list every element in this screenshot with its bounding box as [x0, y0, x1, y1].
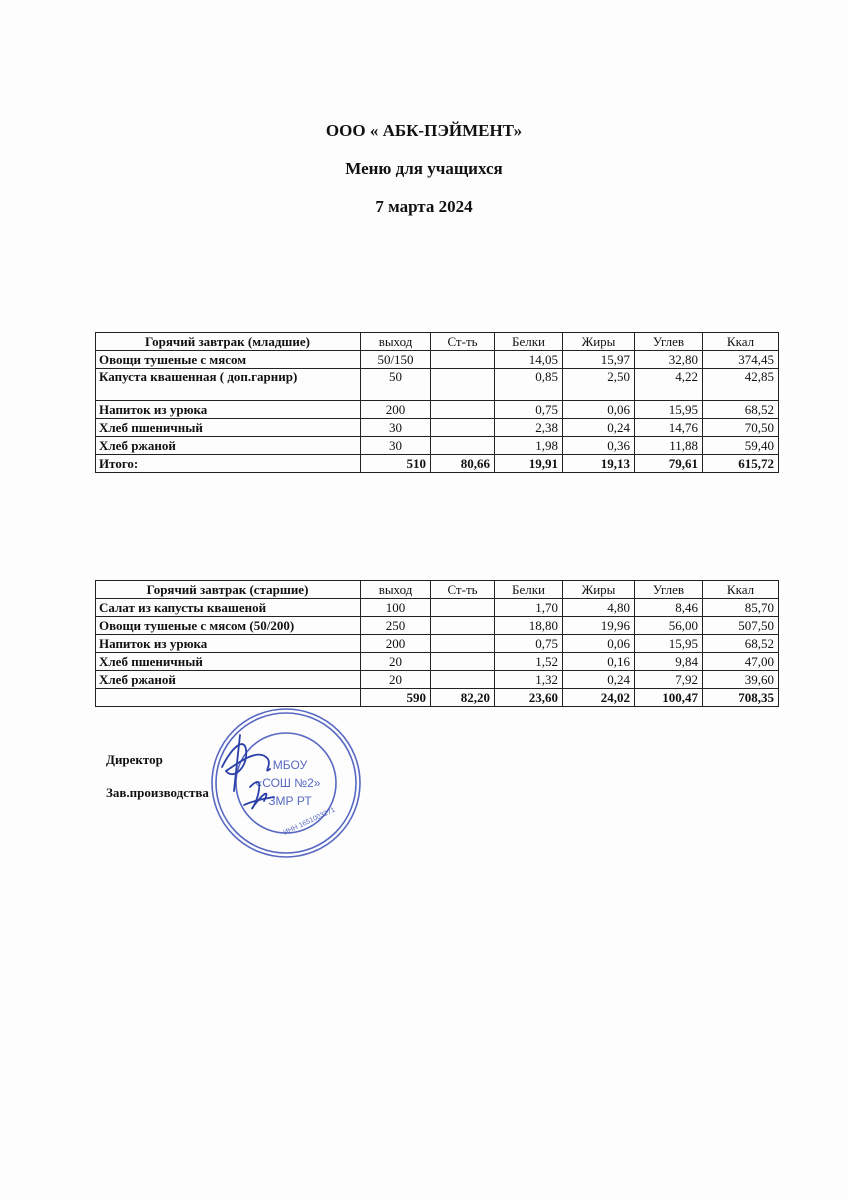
total-carbs: 100,47 [635, 689, 703, 707]
dish-name: Капуста квашенная ( доп.гарнир) [96, 369, 361, 401]
document-title: Меню для учащихся [345, 159, 503, 178]
total-kcal: 708,35 [703, 689, 779, 707]
proteins: 1,70 [495, 599, 563, 617]
table-header-row [96, 333, 779, 351]
fats: 0,06 [563, 401, 635, 419]
stamp-line3: ЗМР РТ [268, 794, 312, 808]
column-header: Жиры [563, 333, 635, 351]
price [431, 671, 495, 689]
kcal: 374,45 [703, 351, 779, 369]
price [431, 617, 495, 635]
portion: 100 [361, 599, 431, 617]
total-proteins: 19,91 [495, 455, 563, 473]
table-row [96, 437, 779, 455]
total-carbs: 79,61 [635, 455, 703, 473]
column-header: Ккал [703, 333, 779, 351]
stamp-inn: ИНН 1651003271 [282, 806, 337, 837]
carbs: 7,92 [635, 671, 703, 689]
kcal: 59,40 [703, 437, 779, 455]
kcal: 68,52 [703, 635, 779, 653]
carbs: 9,84 [635, 653, 703, 671]
dish-name: Хлеб пшеничный [96, 419, 361, 437]
price [431, 369, 495, 401]
menu-table-senior [95, 580, 779, 707]
fats: 15,97 [563, 351, 635, 369]
proteins: 14,05 [495, 351, 563, 369]
fats: 0,24 [563, 419, 635, 437]
total-portion: 590 [361, 689, 431, 707]
proteins: 1,52 [495, 653, 563, 671]
portion: 20 [361, 671, 431, 689]
dish-name: Хлеб ржаной [96, 437, 361, 455]
total-label: Итого: [96, 455, 361, 473]
kcal: 85,70 [703, 599, 779, 617]
fats: 19,96 [563, 617, 635, 635]
total-portion: 510 [361, 455, 431, 473]
table-row [96, 419, 779, 437]
total-price: 82,20 [431, 689, 495, 707]
table-row [96, 671, 779, 689]
menu-table-junior [95, 332, 779, 473]
kcal: 39,60 [703, 671, 779, 689]
table-row [96, 599, 779, 617]
price [431, 437, 495, 455]
table-row [96, 653, 779, 671]
column-header: Ст-ть [431, 333, 495, 351]
kcal: 68,52 [703, 401, 779, 419]
dish-name: Напиток из урюка [96, 401, 361, 419]
column-header: Горячий завтрак (старшие) [96, 581, 361, 599]
carbs: 4,22 [635, 369, 703, 401]
column-header: выход [361, 581, 431, 599]
fats: 0,16 [563, 653, 635, 671]
dish-name: Напиток из урюка [96, 635, 361, 653]
portion: 50/150 [361, 351, 431, 369]
official-stamp [204, 705, 364, 865]
kcal: 70,50 [703, 419, 779, 437]
total-kcal: 615,72 [703, 455, 779, 473]
column-header: Горячий завтрак (младшие) [96, 333, 361, 351]
table-header-row [96, 581, 779, 599]
column-header: Углев [635, 333, 703, 351]
dish-name: Хлеб ржаной [96, 671, 361, 689]
organization-name: ООО « АБК-ПЭЙМЕНТ» [325, 121, 523, 140]
price [431, 653, 495, 671]
proteins: 0,75 [495, 401, 563, 419]
total-label [96, 689, 361, 707]
portion: 200 [361, 635, 431, 653]
column-header: выход [361, 333, 431, 351]
proteins: 0,75 [495, 635, 563, 653]
total-price: 80,66 [431, 455, 495, 473]
price [431, 401, 495, 419]
carbs: 56,00 [635, 617, 703, 635]
table-total-row [96, 689, 779, 707]
fats: 0,06 [563, 635, 635, 653]
carbs: 11,88 [635, 437, 703, 455]
column-header: Углев [635, 581, 703, 599]
stamp-line2: «СОШ №2» [255, 776, 321, 790]
fats: 2,50 [563, 369, 635, 401]
carbs: 14,76 [635, 419, 703, 437]
dish-name: Хлеб пшеничный [96, 653, 361, 671]
table-row [96, 617, 779, 635]
fats: 0,36 [563, 437, 635, 455]
portion: 20 [361, 653, 431, 671]
handwritten-signature [222, 735, 274, 809]
carbs: 8,46 [635, 599, 703, 617]
kcal: 42,85 [703, 369, 779, 401]
dish-name: Овощи тушеные с мясом [96, 351, 361, 369]
kcal: 507,50 [703, 617, 779, 635]
price [431, 419, 495, 437]
table-row [96, 351, 779, 369]
director-signature-label: Директор [106, 752, 163, 767]
price [431, 635, 495, 653]
dish-name: Овощи тушеные с мясом (50/200) [96, 617, 361, 635]
total-proteins: 23,60 [495, 689, 563, 707]
table-row [96, 401, 779, 419]
column-header: Жиры [563, 581, 635, 599]
proteins: 2,38 [495, 419, 563, 437]
carbs: 15,95 [635, 635, 703, 653]
document-date: 7 марта 2024 [375, 197, 473, 216]
production-head-signature-label: Зав.производства [106, 785, 209, 800]
column-header: Ккал [703, 581, 779, 599]
fats: 0,24 [563, 671, 635, 689]
portion: 200 [361, 401, 431, 419]
kcal: 47,00 [703, 653, 779, 671]
proteins: 0,85 [495, 369, 563, 401]
carbs: 15,95 [635, 401, 703, 419]
portion: 30 [361, 437, 431, 455]
dish-name: Салат из капусты квашеной [96, 599, 361, 617]
column-header: Белки [495, 333, 563, 351]
price [431, 351, 495, 369]
stamp-line1: МБОУ [272, 758, 308, 772]
column-header: Ст-ть [431, 581, 495, 599]
price [431, 599, 495, 617]
proteins: 1,32 [495, 671, 563, 689]
proteins: 1,98 [495, 437, 563, 455]
document-header [0, 112, 848, 226]
carbs: 32,80 [635, 351, 703, 369]
portion: 50 [361, 369, 431, 401]
total-fats: 19,13 [563, 455, 635, 473]
fats: 4,80 [563, 599, 635, 617]
proteins: 18,80 [495, 617, 563, 635]
portion: 250 [361, 617, 431, 635]
table-total-row [96, 455, 779, 473]
portion: 30 [361, 419, 431, 437]
total-fats: 24,02 [563, 689, 635, 707]
table-row [96, 635, 779, 653]
column-header: Белки [495, 581, 563, 599]
table-row [96, 369, 779, 401]
